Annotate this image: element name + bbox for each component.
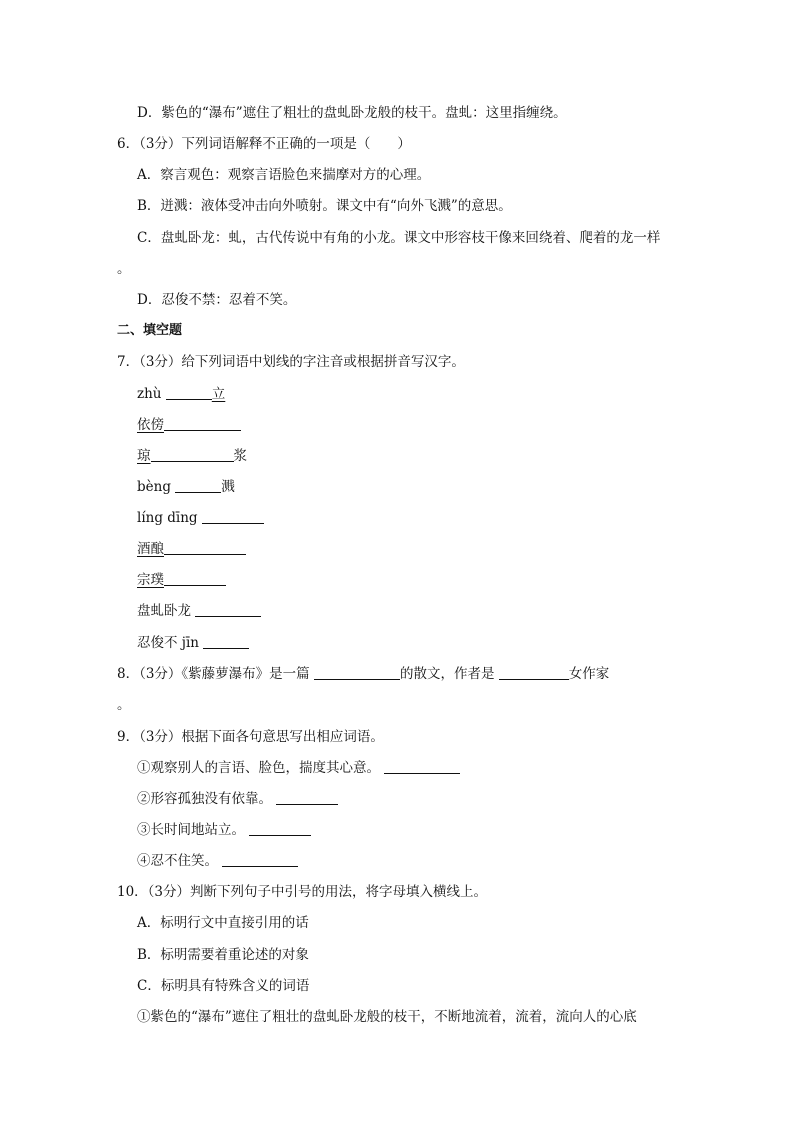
q9-stem: 9．（3分）根据下面各句意思写出相应词语。 bbox=[117, 729, 384, 745]
q6-option-a: A．察言观色：观察言语脸色来揣摩对方的心理。 bbox=[137, 167, 431, 183]
answer-blank[interactable] bbox=[314, 665, 400, 680]
q7-item bbox=[137, 634, 249, 652]
q7-item-pre: bèng bbox=[137, 479, 176, 495]
q7-item-pre: 忍俊不 jīn bbox=[137, 635, 204, 651]
q8-line bbox=[117, 665, 609, 683]
q7-item bbox=[137, 416, 241, 434]
answer-blank[interactable] bbox=[164, 571, 226, 586]
q8-part2: 的散文，作者是 bbox=[399, 666, 499, 682]
answer-blank[interactable] bbox=[222, 852, 298, 867]
answer-blank[interactable] bbox=[195, 602, 261, 617]
q6-option-c-end: 。 bbox=[117, 261, 131, 277]
answer-blank[interactable] bbox=[249, 821, 311, 836]
q6-option-d: D．忍俊不禁：忍着不笑。 bbox=[137, 292, 297, 308]
answer-blank[interactable] bbox=[164, 416, 241, 431]
answer-blank[interactable] bbox=[151, 447, 234, 462]
q10-stem: 10．（3分）判断下列句子中引号的用法，将字母填入横线上。 bbox=[117, 884, 488, 900]
q10-option-c: C．标明具有特殊含义的词语 bbox=[137, 978, 310, 994]
answer-blank[interactable] bbox=[276, 790, 338, 805]
section-title: 二、填空题 bbox=[117, 323, 183, 338]
q7-item-pre: 酒酿 bbox=[137, 541, 164, 557]
q7-item-pre: 盘虬卧龙 bbox=[137, 603, 196, 619]
q9-item-text: ④忍不住笑。 bbox=[137, 853, 218, 869]
q8-part3: 女作家 bbox=[568, 666, 610, 682]
q7-item-pre: líng dīng bbox=[137, 510, 202, 526]
q5-option-d: D．紫色的“瀑布”遮住了粗壮的盘虬卧龙般的枝干。盘虬：这里指缠绕。 bbox=[137, 105, 567, 121]
q7-item bbox=[137, 540, 246, 558]
q7-item-pre: 依傍 bbox=[137, 417, 164, 433]
q7-item-pre: 宗璞 bbox=[137, 572, 164, 588]
answer-blank[interactable] bbox=[202, 509, 264, 524]
q7-item-pre: 琼 bbox=[137, 448, 151, 464]
answer-blank[interactable] bbox=[164, 540, 246, 555]
q7-item bbox=[137, 447, 247, 465]
q8-end: 。 bbox=[117, 697, 131, 713]
q7-item bbox=[137, 571, 226, 589]
answer-blank[interactable] bbox=[175, 478, 221, 493]
q7-item bbox=[137, 509, 264, 527]
q8-part1: 8．（3分）《紫藤萝瀑布》是一篇 bbox=[117, 666, 314, 682]
q7-item bbox=[137, 385, 225, 403]
answer-blank[interactable] bbox=[166, 385, 212, 400]
q7-item bbox=[137, 602, 261, 620]
answer-blank[interactable] bbox=[384, 759, 460, 774]
q9-item-text: ②形容孤独没有依靠。 bbox=[137, 791, 272, 807]
q9-item bbox=[137, 821, 311, 839]
q7-stem: 7．（3分）给下列词语中划线的字注音或根据拼音写汉字。 bbox=[117, 354, 465, 370]
answer-blank[interactable] bbox=[203, 634, 249, 649]
q9-item bbox=[137, 759, 460, 777]
answer-blank[interactable] bbox=[499, 665, 569, 680]
q10-sentence-1: ①紫色的“瀑布”遮住了粗壮的盘虬卧龙般的枝干，不断地流着，流着，流向人的心底 bbox=[137, 1009, 637, 1025]
q7-item-post: 立 bbox=[211, 386, 226, 402]
q9-item-text: ①观察别人的言语、脸色，揣度其心意。 bbox=[137, 760, 380, 776]
q6-stem: 6．（3分）下列词语解释不正确的一项是（ ） bbox=[117, 136, 411, 152]
q6-option-c: C．盘虬卧龙：虬，古代传说中有角的小龙。课文中形容枝干像来回绕着、爬着的龙一样 bbox=[137, 230, 661, 246]
q9-item bbox=[137, 790, 338, 808]
q6-option-b: B．迸溅：液体受冲击向外喷射。课文中有“向外飞溅”的意思。 bbox=[137, 198, 512, 214]
q9-item bbox=[137, 852, 298, 870]
q10-option-b: B．标明需要着重论述的对象 bbox=[137, 947, 309, 963]
q9-item-text: ③长时间地站立。 bbox=[137, 822, 245, 838]
q7-item-pre: zhù bbox=[137, 386, 166, 402]
q7-item bbox=[137, 478, 235, 496]
q10-option-a: A．标明行文中直接引用的话 bbox=[137, 915, 309, 931]
q7-item-post: 溅 bbox=[221, 479, 235, 495]
q7-item-post: 浆 bbox=[233, 448, 247, 464]
